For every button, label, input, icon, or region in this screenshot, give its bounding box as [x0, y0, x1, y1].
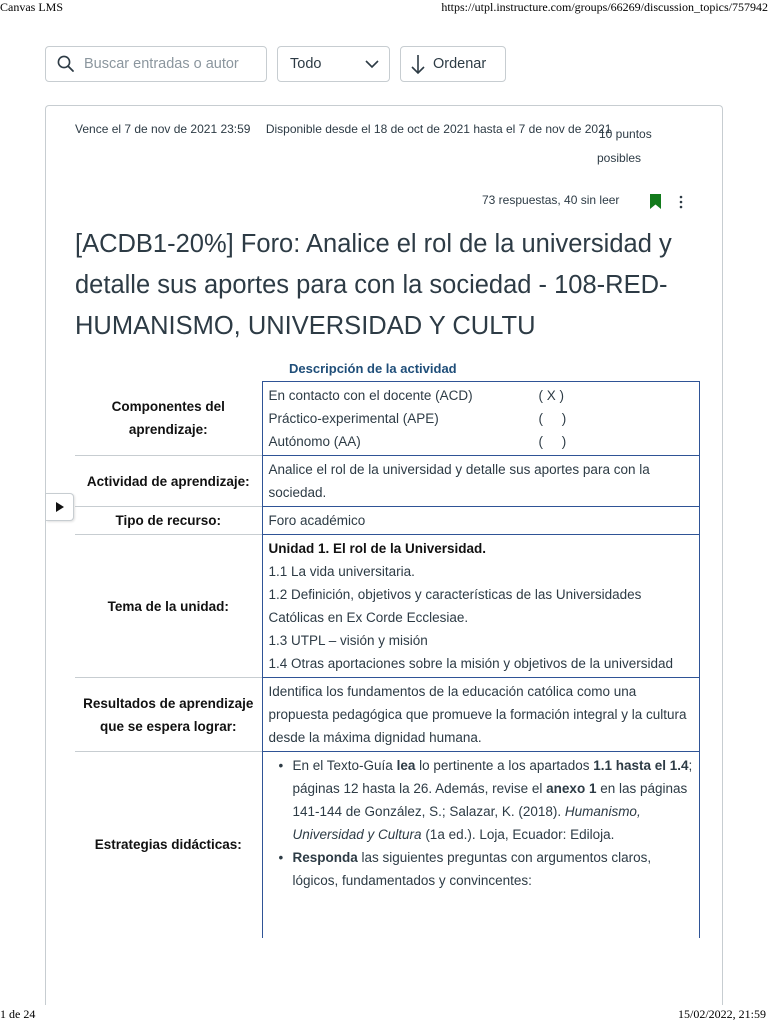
- component-name: Práctico-experimental (APE): [268, 411, 439, 426]
- strategy-emphasis: Responda: [292, 850, 358, 865]
- points-value: 10 puntos: [599, 127, 652, 141]
- sidebar-toggle[interactable]: [46, 493, 74, 521]
- more-options-icon[interactable]: [676, 194, 686, 210]
- replies-count: 73 respuestas, 40 sin leer: [482, 193, 620, 207]
- discussion-title: [ACDB1-20%] Foro: Analice el rol de la universidad y detalle sus aportes para con la sociedad - 108-RED-HUMANISMO, UNIVERSIDAD Y CULTU: [75, 230, 672, 340]
- strategy-text: en las páginas 141-144 de González, S.; Salazar, K. (2018).: [292, 781, 688, 819]
- strategy-emphasis: lea: [396, 758, 416, 773]
- outcomes-label: Resultados de aprendizaje que se espera lograr:: [75, 678, 262, 752]
- chevron-down-icon: [365, 59, 379, 69]
- resource-label: Tipo de recurso:: [75, 507, 262, 535]
- components-cell: [262, 382, 700, 456]
- bookmark-icon[interactable]: [650, 194, 661, 209]
- outcomes-value: Identifica los fundamentos de la educación católica como una propuesta pedagógica que promueve la formación integral y la cultura desde la máxima dignidad humana.: [262, 678, 700, 752]
- table-row: [75, 507, 700, 535]
- sort-label: Ordenar: [433, 56, 487, 72]
- discussion-toolbar: [45, 46, 506, 82]
- strategies-list: [269, 754, 694, 892]
- component-name: Autónomo (AA): [268, 434, 361, 449]
- strategy-text: lo pertinente a los apartados: [415, 758, 594, 773]
- filter-select[interactable]: [277, 46, 390, 82]
- print-app-title: Canvas LMS: [0, 0, 63, 14]
- component-mark: ( ): [538, 434, 567, 449]
- search-input[interactable]: [84, 56, 259, 72]
- book-title: Humanismo, Universidad y Cultura: [292, 804, 641, 842]
- points-possible: [597, 122, 667, 170]
- strategy-text: ; páginas 12 hasta la 26. Además, revise el: [292, 758, 693, 796]
- components-label: Componentes del aprendizaje:: [111, 399, 225, 438]
- unit-label: Tema de la unidad:: [75, 535, 262, 678]
- due-date: Vence el 7 de nov de 2021 23:59: [75, 122, 251, 136]
- strategies-label: Estrategias didácticas:: [75, 752, 262, 938]
- arrow-down-icon: [411, 53, 425, 75]
- strategy-text: (1a ed.). Loja, Ecuador: Ediloja.: [421, 827, 615, 842]
- strategy-text: las siguientes preguntas con argumentos claros, lógicos, fundamentados y convincentes:: [292, 850, 652, 888]
- component-item: [269, 430, 694, 453]
- resource-value: Foro académico: [262, 507, 700, 535]
- discussion-meta: [75, 122, 611, 136]
- activity-heading: Descripción de la actividad: [289, 361, 457, 376]
- activity-label: Actividad de aprendizaje:: [75, 456, 262, 507]
- unit-item: 1.3 UTPL – visión y misión: [268, 633, 428, 648]
- activity-value: Analice el rol de la universidad y detalle sus aportes para con la sociedad.: [262, 456, 700, 507]
- strategy-emphasis: 1.1 hasta el 1.4: [593, 758, 689, 773]
- unit-item: 1.1 La vida universitaria.: [268, 564, 415, 579]
- component-item: [269, 407, 694, 430]
- activity-table: [75, 381, 700, 938]
- filter-value: Todo: [290, 56, 322, 72]
- table-row: [75, 456, 700, 507]
- list-item: [279, 846, 694, 892]
- component-name: En contacto con el docente (ACD): [268, 388, 473, 403]
- unit-item: 1.4 Otras aportaciones sobre la misión y objetivos de la universidad: [268, 656, 673, 671]
- search-box[interactable]: [45, 46, 267, 82]
- sort-button[interactable]: [400, 46, 506, 82]
- unit-cell: [262, 535, 700, 678]
- table-row: [75, 752, 700, 938]
- component-item: [269, 384, 694, 407]
- print-url: https://utpl.instructure.com/groups/66269/discussion_topics/757942: [441, 0, 768, 14]
- strategy-emphasis: anexo 1: [546, 781, 597, 796]
- search-icon: [56, 54, 76, 74]
- caret-right-icon: [56, 502, 64, 512]
- component-mark: ( ): [538, 411, 567, 426]
- list-item: [279, 754, 694, 846]
- component-mark: ( X ): [538, 388, 564, 403]
- unit-item: 1.2 Definición, objetivos y características de las Universidades Católicas en Ex Corde Ecclesiae.: [268, 587, 642, 625]
- points-caption: posibles: [597, 151, 642, 165]
- print-timestamp: 15/02/2022, 21:59: [677, 1007, 766, 1021]
- table-row: [75, 382, 700, 456]
- table-row: [75, 678, 700, 752]
- unit-title: Unidad 1. El rol de la Universidad.: [268, 541, 487, 556]
- strategies-cell: [262, 752, 700, 938]
- table-row: [75, 535, 700, 678]
- strategy-text: En el Texto-Guía: [292, 758, 397, 773]
- availability-dates: Disponible desde el 18 de oct de 2021 hasta el 7 de nov de 2021: [265, 122, 612, 136]
- print-footer: [0, 1008, 768, 1024]
- print-page-number: 1 de 24: [0, 1007, 36, 1021]
- print-header: [0, 0, 768, 14]
